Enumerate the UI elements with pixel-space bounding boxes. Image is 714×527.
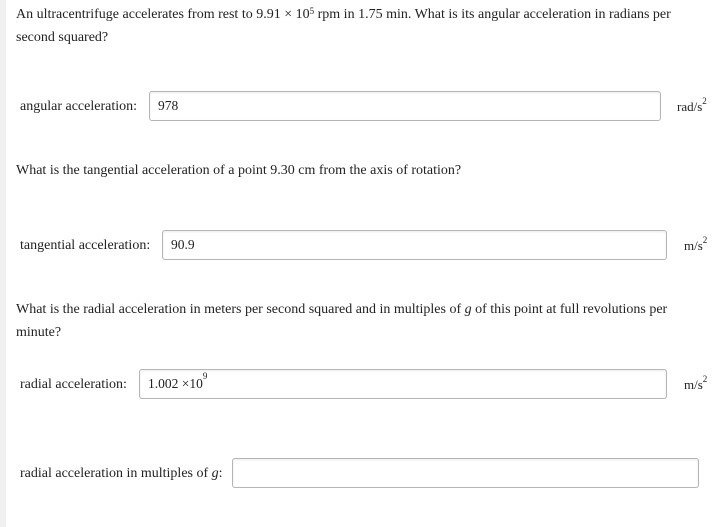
angular-acceleration-label: angular acceleration: — [20, 99, 137, 114]
radial-acceleration-g-input[interactable] — [232, 458, 699, 488]
tangential-acceleration-input[interactable] — [162, 230, 667, 260]
label-colon: : — [218, 466, 223, 481]
radial-acceleration-mantissa: 1.002 ×10 — [148, 376, 203, 391]
question-text: What is the radial acceleration in meters per second squared and in multiples of — [16, 302, 465, 317]
question-tangential: What is the tangential acceleration of a point 9.30 cm from the axis of rotation? — [16, 163, 462, 178]
radial-acceleration-g-label — [20, 466, 223, 482]
tangential-acceleration-unit — [684, 235, 708, 254]
radial-acceleration-input[interactable] — [139, 369, 667, 399]
unit-base: m/s — [684, 377, 703, 392]
question-text: An ultracentrifuge accelerates from rest to 9.91 × 10 — [16, 7, 310, 22]
radial-acceleration-label: radial acceleration: — [20, 377, 127, 392]
g-symbol: g — [211, 466, 219, 481]
label-text: radial acceleration in multiples of — [20, 466, 212, 481]
unit-base: m/s — [684, 238, 703, 253]
radial-acceleration-exponent: 9 — [202, 371, 208, 381]
g-symbol: g — [464, 302, 472, 317]
radial-acceleration-unit — [684, 374, 708, 393]
question-text: of this point at full revolutions per minute? — [16, 302, 668, 340]
tangential-acceleration-value: 90.9 — [171, 237, 195, 252]
unit-exponent: 2 — [702, 96, 707, 106]
question-text: rpm in 1.75 min. What is its angular acceleration in radians per second squared? — [16, 7, 671, 45]
angular-acceleration-input[interactable] — [149, 91, 661, 121]
exponent: 5 — [309, 6, 315, 16]
angular-acceleration-unit — [677, 96, 707, 115]
question-angular — [16, 3, 676, 49]
angular-acceleration-value: 978 — [158, 98, 179, 113]
unit-exponent: 2 — [702, 235, 708, 245]
unit-exponent: 2 — [702, 374, 708, 384]
tangential-acceleration-label: tangential acceleration: — [20, 238, 151, 253]
unit-base: rad/s — [677, 99, 703, 114]
left-border — [0, 0, 6, 527]
question-radial — [16, 298, 714, 344]
